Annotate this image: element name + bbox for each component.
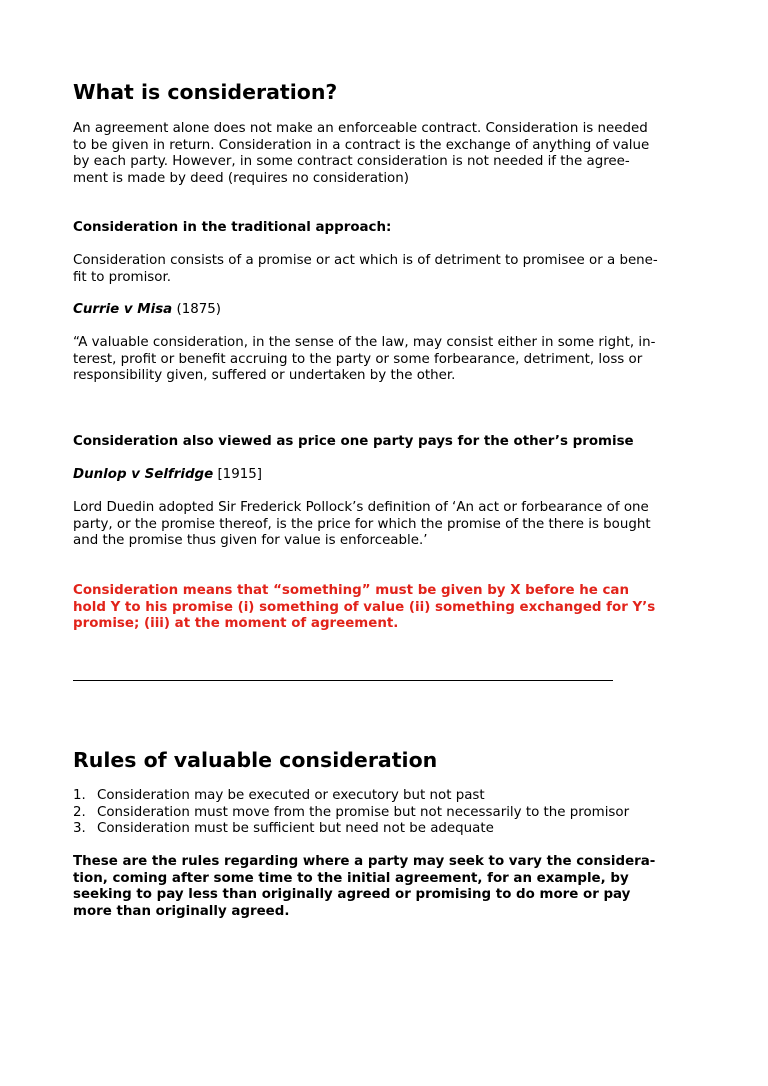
case-citation-currie-v-misa bbox=[73, 302, 698, 319]
text-line: “A valuable consideration, in the sense of the law, may consist either in some right, in- bbox=[73, 335, 656, 350]
text-line: tion, coming after some time to the initial agreement, for an example, by bbox=[73, 870, 629, 886]
text-line: ment is made by deed (requires no consideration) bbox=[73, 170, 409, 186]
case-name: Dunlop v Selfridge bbox=[73, 467, 214, 482]
text-line: hold Y to his promise (i) something of value (ii) something exchanged for Y’s bbox=[73, 599, 656, 615]
list-item-text: Consideration must be sufficient but need not be adequate bbox=[97, 821, 494, 836]
variation-rules-note bbox=[73, 854, 698, 920]
consideration-summary-highlight bbox=[73, 583, 698, 633]
traditional-approach-paragraph bbox=[73, 253, 698, 286]
text-line: Lord Duedin adopted Sir Frederick Pollock’s definition of ‘An act or forbearance of one bbox=[73, 500, 649, 515]
intro-paragraph bbox=[73, 121, 698, 187]
price-view-heading: Consideration also viewed as price one party pays for the other’s promise bbox=[73, 434, 634, 449]
text-line: and the promise thus given for value is enforceable.’ bbox=[73, 533, 428, 548]
list-number: 3. bbox=[73, 821, 86, 836]
list-item bbox=[73, 821, 629, 838]
list-number: 1. bbox=[73, 788, 86, 803]
text-line: promise; (iii) at the moment of agreement. bbox=[73, 616, 399, 631]
list-item bbox=[73, 788, 629, 805]
section-title-rules: Rules of valuable consideration bbox=[73, 748, 438, 772]
text-line: Consideration means that “something” must be given by X before he can bbox=[73, 583, 630, 598]
text-line: party, or the promise thereof, is the price for which the promise of the there is bought bbox=[73, 516, 651, 532]
text-line: An agreement alone does not make an enforceable contract. Consideration is needed bbox=[73, 121, 648, 136]
case-year: [1915] bbox=[213, 467, 262, 482]
text-line: Consideration consists of a promise or act which is of detriment to promisee or a bene- bbox=[73, 253, 658, 268]
text-line: by each party. However, in some contract consideration is not needed if the agree- bbox=[73, 154, 630, 169]
dunedin-definition-paragraph bbox=[73, 500, 698, 550]
case-name: Currie v Misa bbox=[73, 302, 173, 317]
text-line: seeking to pay less than originally agreed or promising to do more or pay bbox=[73, 887, 631, 902]
rules-list bbox=[73, 788, 629, 838]
list-number: 2. bbox=[73, 804, 86, 820]
traditional-approach-heading: Consideration in the traditional approach: bbox=[73, 220, 392, 235]
list-item-text: Consideration may be executed or executory but not past bbox=[97, 788, 485, 803]
text-line: more than originally agreed. bbox=[73, 903, 290, 919]
section-divider bbox=[73, 680, 613, 681]
list-item-text: Consideration must move from the promise but not necessarily to the promisor bbox=[97, 804, 630, 820]
text-line: terest, profit or benefit accruing to the party or some forbearance, detriment, loss or bbox=[73, 351, 643, 367]
text-line: to be given in return. Consideration in a contract is the exchange of anything of value bbox=[73, 137, 650, 153]
case-citation-dunlop-v-selfridge bbox=[73, 467, 698, 484]
section-title-what-is-consideration: What is consideration? bbox=[73, 80, 338, 104]
case-year: (1875) bbox=[172, 302, 222, 317]
list-item bbox=[73, 805, 629, 822]
text-line: These are the rules regarding where a party may seek to vary the considera- bbox=[73, 854, 656, 869]
text-line: responsibility given, suffered or undertaken by the other. bbox=[73, 368, 456, 383]
currie-v-misa-quote bbox=[73, 335, 698, 385]
text-line: fit to promisor. bbox=[73, 269, 172, 285]
